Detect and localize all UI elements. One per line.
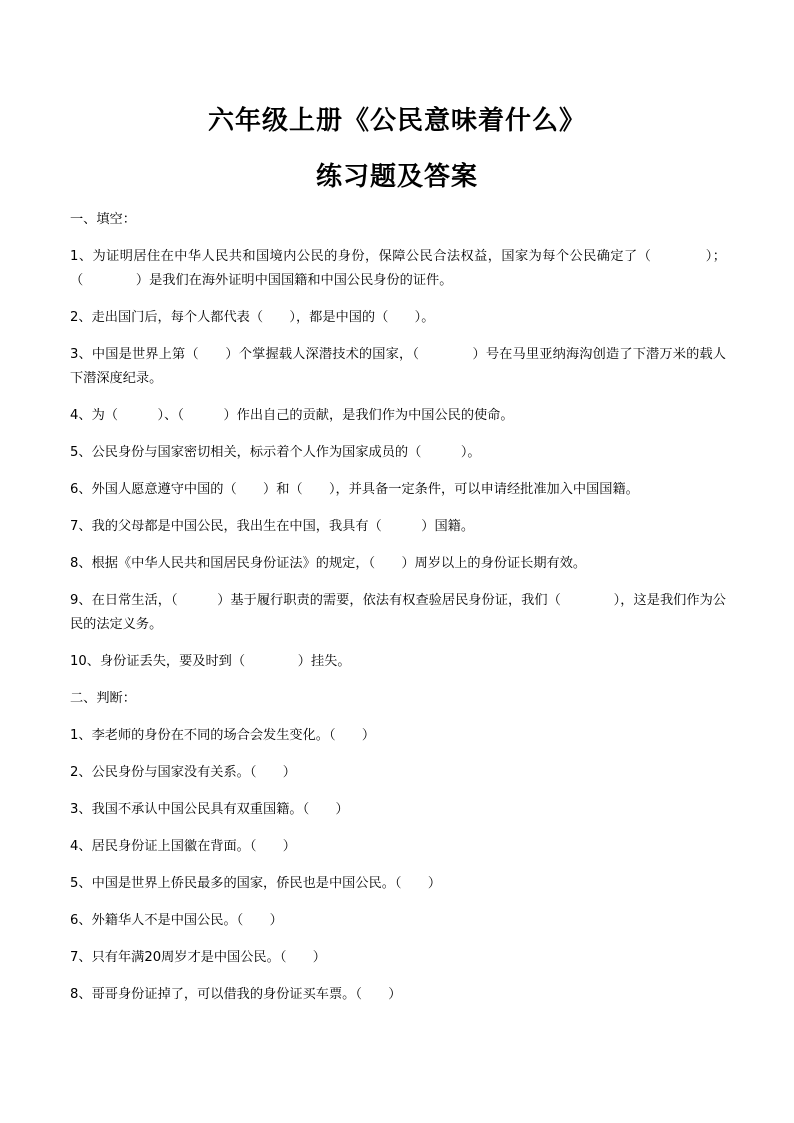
fill-in-question-3: 3、中国是世界上第（ ）个掌握载人深潜技术的国家，（ ）号在马里亚纳海沟创造了下潜万米的载人下潜深度纪录。 [70,347,726,386]
true-false-question-1: 1、李老师的身份在不同的场合会发生变化。（ ） [70,728,376,743]
page-title: 六年级上册《公民意味着什么》 [207,106,586,136]
page-subtitle: 练习题及答案 [315,162,478,192]
true-false-question-4: 4、居民身份证上国徽在背面。（ ） [70,839,296,854]
fill-in-question-10: 10、身份证丢失，要及时到（ ）挂失。 [70,654,351,669]
fill-in-question-7: 7、我的父母都是中国公民，我出生在中国，我具有（ ）国籍。 [70,519,475,534]
fill-in-question-9: 9、在日常生活，（ ）基于履行职责的需要，依法有权查验居民身份证，我们（ ），这是我们作为公民的法定义务。 [70,593,726,632]
true-false-question-7: 7、只有年满20周岁才是中国公民。（ ） [70,950,326,965]
true-false-question-2: 2、公民身份与国家没有关系。（ ） [70,765,296,780]
fill-in-question-6: 6、外国人愿意遵守中国的（ ）和（ ），并具备一定条件，可以申请经批准加入中国国籍。 [70,482,639,497]
section-heading-fill-in: 一、填空： [70,212,136,227]
fill-in-question-5: 5、公民身份与国家密切相关，标示着个人作为国家成员的（ ）。 [70,445,481,460]
section-heading-true-false: 二、判断： [70,691,136,706]
true-false-question-5: 5、中国是世界上侨民最多的国家，侨民也是中国公民。（ ） [70,876,442,891]
true-false-question-8: 8、哥哥身份证掉了，可以借我的身份证买车票。（ ） [70,987,402,1002]
fill-in-question-1: 1、为证明居住在中华人民共和国境内公民的身份，保障公民合法权益，国家为每个公民确定了（ ）；（ ）是我们在海外证明中国国籍和中国公民身份的证件。 [70,249,726,288]
true-false-question-3: 3、我国不承认中国公民具有双重国籍。（ ） [70,802,349,817]
fill-in-question-2: 2、走出国门后，每个人都代表（ ），都是中国的（ ）。 [70,310,435,325]
true-false-question-6: 6、外籍华人不是中国公民。（ ） [70,913,283,928]
worksheet-content [70,208,726,1020]
fill-in-question-8: 8、根据《中华人民共和国居民身份证法》的规定，（ ）周岁以上的身份证长期有效。 [70,556,587,571]
fill-in-question-4: 4、为（ ）、（ ）作出自己的贡献，是我们作为中国公民的使命。 [70,408,514,423]
